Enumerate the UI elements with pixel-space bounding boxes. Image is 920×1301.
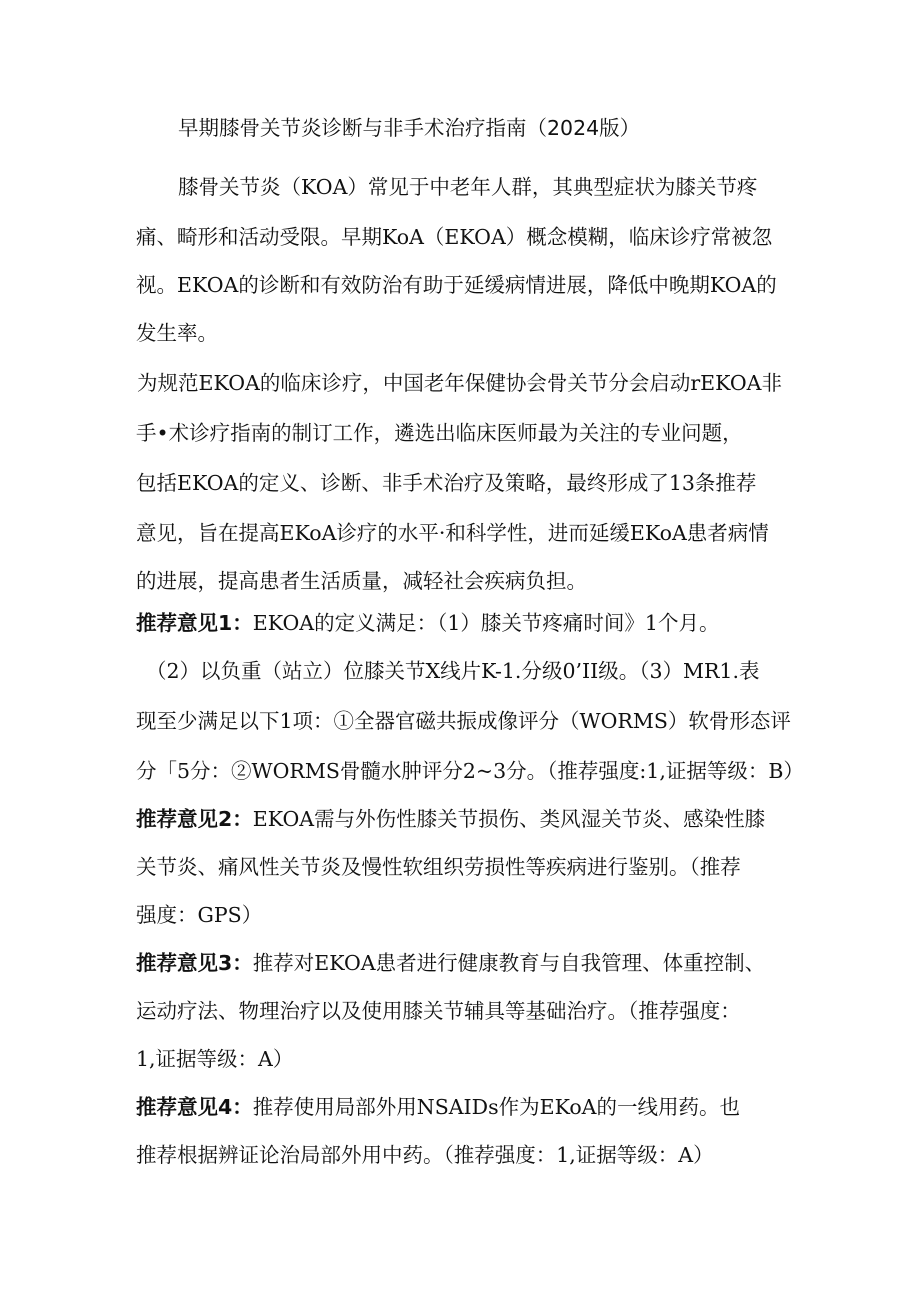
- recommendation-text: EKOA的定义满足：（1）膝关节疼痛时间》1个月。: [252, 611, 720, 635]
- paragraph-line: 意见，旨在提高EKoA诊疗的水平·和科学性，进而延缓EKoA患者病情: [136, 521, 769, 545]
- paragraph-line: 1,证据等级：A）: [136, 1047, 294, 1071]
- paragraph-line: 膝骨关节炎（KOA）常见于中老年人群，其典型症状为膝关节疼: [178, 175, 758, 199]
- paragraph-line: 关节炎、痛风性关节炎及慢性软组织劳损性等疾病进行鉴别。（推荐: [136, 855, 741, 879]
- recommendation-label: 推荐意见3：: [136, 951, 253, 975]
- recommendation-label: 推荐意见1：: [136, 611, 253, 635]
- paragraph-line: 手•术诊疗指南的制订工作，遴选出临床医师最为关注的专业问题，: [136, 421, 743, 445]
- paragraph-line: 运动疗法、物理治疗以及使用膝关节辅具等基础治疗。（推荐强度：: [136, 999, 741, 1023]
- paragraph-line: 痛、畸形和活动受限。早期KoA（EKOA）概念模糊，临床诊疗常被忽: [136, 225, 773, 249]
- recommendation-text: 推荐使用局部外用NSAIDs作为EKoA的一线用药。也: [252, 1095, 740, 1119]
- paragraph-line: 包括EKOA的定义、诊断、非手术治疗及策略，最终形成了13条推荐: [136, 471, 757, 495]
- paragraph-line: 强度：GPS）: [136, 903, 263, 927]
- paragraph-line: 现至少满足以下1项：①全器官磁共振成像评分（WORMS）软骨形态评: [136, 709, 791, 733]
- document-title: 早期膝骨关节炎诊断与非手术治疗指南（2024版）: [178, 116, 641, 140]
- recommendation-label: 推荐意见2：: [136, 807, 253, 831]
- recommendation-1: [136, 608, 719, 638]
- paragraph-line: 的进展，提高患者生活质量，减轻社会疾病负担。: [136, 569, 587, 593]
- paragraph-line: 发生率。: [136, 321, 218, 345]
- recommendation-label: 推荐意见4：: [136, 1095, 253, 1119]
- paragraph-line: 推荐根据辨证论治局部外用中药。（推荐强度：1,证据等级：A）: [136, 1143, 714, 1167]
- paragraph-line: 分「5分：②WORMS骨髓水肿评分2~3分。（推荐强度:1,证据等级：B）: [136, 759, 804, 783]
- recommendation-text: 推荐对EKOA患者进行健康教育与自我管理、体重控制、: [252, 951, 766, 975]
- paragraph-line: （2）以负重（站立）位膝关节X线片K-1.分级0’II级。（3）MR1.表: [146, 659, 760, 683]
- paragraph-line: 视。EKOA的诊断和有效防治有助于延缓病情进展，降低中晚期KOA的: [136, 273, 777, 297]
- recommendation-2: [136, 804, 765, 834]
- recommendation-text: EKOA需与外伤性膝关节损伤、类风湿关节炎、感染性膝: [252, 807, 766, 831]
- recommendation-3: [136, 948, 765, 978]
- recommendation-4: [136, 1092, 740, 1122]
- paragraph-line: 为规范EKOA的临床诊疗，中国老年保健协会骨关节分会启动rEKOA非: [137, 371, 782, 395]
